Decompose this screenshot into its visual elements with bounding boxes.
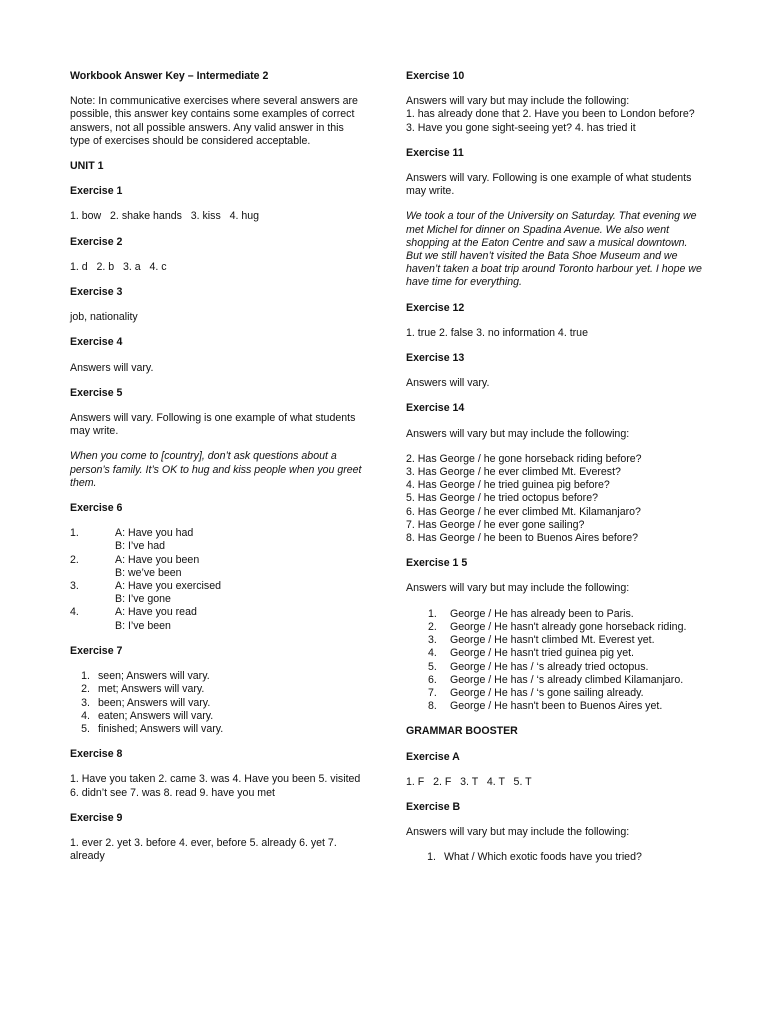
list-item: 5. Has George / he tried octopus before?	[406, 492, 598, 505]
list-item	[70, 723, 365, 736]
exercise-b-intro: Answers will vary but may include the following:	[406, 826, 630, 839]
exercise-b-list	[406, 851, 706, 864]
list-item	[70, 540, 365, 553]
list-item	[428, 621, 706, 634]
unit-heading: UNIT 1	[70, 160, 104, 173]
exercise-13-answers: Answers will vary.	[406, 377, 490, 390]
item-number: 4.	[81, 709, 90, 722]
exercise-15-list	[406, 608, 706, 714]
item-text: George / He has already been to Paris.	[450, 607, 634, 620]
exercise-5-heading: Exercise 5	[70, 386, 123, 399]
exercise-9-heading: Exercise 9	[70, 811, 123, 824]
exercise-11-answers: Answers will vary. Following is one example of what students may write.	[406, 172, 692, 198]
list-item	[70, 697, 365, 710]
item-number: 3.	[81, 696, 90, 709]
exercise-11-example: We took a tour of the University on Saturday. That evening we met Michel for dinner on Spadina Avenue. We also went shopping at the Eaton Centre and saw a musical downtown. But we still haven’t visited the Bata Shoe Museum and we haven’t taken a boat trip around Toronto harbour yet. I hope we have time for everything.	[406, 210, 702, 289]
item-text: B: I’ve been	[115, 619, 171, 632]
exercise-3-heading: Exercise 3	[70, 286, 123, 299]
item-text: George / He has / ‘s gone sailing already.	[450, 686, 644, 699]
item-text: George / He hasn't tried guinea pig yet.	[450, 647, 634, 660]
item-text: George / He has / ‘s already tried octopus.	[450, 660, 649, 673]
item-text: eaten; Answers will vary.	[98, 709, 214, 722]
list-item	[70, 593, 365, 606]
item-text: been; Answers will vary.	[98, 696, 211, 709]
exercise-10-intro: Answers will vary but may include the following:	[406, 95, 630, 108]
exercise-12-answers: 1. true 2. false 3. no information 4. true	[406, 326, 588, 339]
item-number: 2.	[70, 553, 79, 566]
left-column	[70, 70, 365, 875]
exercise-11-heading: Exercise 11	[406, 146, 464, 159]
list-item	[428, 687, 706, 700]
exercise-8-answers: 1. Have you taken 2. came 3. was 4. Have you been 5. visited 6. didn’t see 7. was 8. read 9. have you met	[70, 773, 361, 799]
list-item	[428, 608, 706, 621]
list-item	[70, 670, 365, 683]
item-number: 5.	[81, 722, 90, 735]
item-number: 7.	[428, 686, 437, 699]
intro-note: Note: In communicative exercises where several answers are possible, this answer key contains some examples of correct answers, not all possible answers. Any valid answer in this type of exercises should be considered acceptable.	[70, 95, 358, 147]
exercise-10-answers: 1. has already done that 2. Have you been to London before? 3. Have you gone sight-seeing yet? 4. has tried it	[406, 108, 695, 134]
list-item	[70, 580, 365, 593]
item-number: 4.	[70, 606, 79, 619]
exercise-4-answers: Answers will vary.	[70, 361, 154, 374]
exercise-1-answers: 1. bow 2. shake hands 3. kiss 4. hug	[70, 210, 260, 223]
item-number: 2.	[81, 683, 90, 696]
list-item: 4. Has George / he tried guinea pig before?	[406, 479, 610, 492]
exercise-10-heading: Exercise 10	[406, 70, 465, 82]
exercise-4-heading: Exercise 4	[70, 336, 123, 349]
item-text: finished; Answers will vary.	[98, 722, 224, 735]
list-item: 6. Has George / he ever climbed Mt. Kilamanjaro?	[406, 505, 641, 518]
list-item: 3. Has George / he ever climbed Mt. Everest?	[406, 466, 621, 479]
item-text: B: I’ve gone	[115, 593, 171, 606]
list-item	[70, 710, 365, 723]
exercise-12-heading: Exercise 12	[406, 301, 465, 314]
item-text: met; Answers will vary.	[98, 683, 205, 696]
exercise-7-heading: Exercise 7	[70, 644, 123, 657]
exercise-6-heading: Exercise 6	[70, 502, 123, 515]
item-number: 1.	[70, 527, 79, 540]
exercise-7-list	[70, 670, 365, 736]
list-item: 7. Has George / he ever gone sailing?	[406, 518, 585, 531]
item-text: B: I’ve had	[115, 540, 166, 553]
exercise-a-heading: Exercise A	[406, 750, 460, 763]
list-item: 2. Has George / he gone horseback riding before?	[406, 452, 642, 465]
right-column	[406, 70, 706, 877]
list-item	[428, 647, 706, 660]
item-number: 4.	[428, 647, 437, 660]
list-item	[416, 851, 706, 864]
exercise-2-heading: Exercise 2	[70, 235, 123, 248]
list-item	[428, 661, 706, 674]
list-item	[70, 554, 365, 567]
list-item: 8. Has George / he been to Buenos Aires before?	[406, 532, 639, 545]
exercise-b-heading: Exercise B	[406, 800, 461, 813]
item-text: George / He hasn't climbed Mt. Everest yet.	[450, 634, 655, 647]
item-text: What / Which exotic foods have you tried?	[444, 851, 642, 864]
item-number: 6.	[428, 673, 437, 686]
exercise-3-answers: job, nationality	[70, 311, 138, 324]
list-item	[428, 674, 706, 687]
item-number: 3.	[428, 634, 437, 647]
exercise-14-intro: Answers will vary but may include the following:	[406, 427, 630, 440]
exercise-1-heading: Exercise 1	[70, 185, 123, 198]
item-number: 3.	[70, 580, 79, 593]
item-number: 1.	[81, 670, 90, 683]
document-title: Workbook Answer Key – Intermediate 2	[70, 70, 269, 82]
list-item	[70, 527, 365, 540]
item-number: 1.	[427, 851, 436, 864]
item-text: A: Have you read	[115, 606, 197, 619]
exercise-8-heading: Exercise 8	[70, 748, 123, 761]
item-text: A: Have you been	[115, 553, 200, 566]
exercise-6-list	[70, 527, 365, 633]
item-text: George / He hasn't been to Buenos Aires yet.	[450, 700, 663, 713]
exercise-5-answers: Answers will vary. Following is one example of what students may write.	[70, 412, 356, 438]
exercise-9-answers: 1. ever 2. yet 3. before 4. ever, before 5. already 6. yet 7. already	[70, 836, 337, 863]
item-text: B: we’ve been	[115, 566, 182, 579]
item-text: A: Have you had	[115, 527, 194, 540]
exercise-a-answers: 1. F 2. F 3. T 4. T 5. T	[406, 775, 532, 788]
list-item	[70, 567, 365, 580]
list-item	[70, 606, 365, 619]
list-item	[428, 634, 706, 647]
item-text: A: Have you exercised	[115, 580, 221, 593]
item-text: George / He has / ‘s already climbed Kilamanjaro.	[450, 673, 684, 686]
item-number: 2.	[428, 620, 437, 633]
item-text: seen; Answers will vary.	[98, 670, 210, 683]
list-item	[70, 683, 365, 696]
grammar-booster-heading: GRAMMAR BOOSTER	[406, 725, 518, 738]
exercise-5-example: When you come to [country], don’t ask questions about a person’s family. It’s OK to hug and kiss people when you greet them.	[70, 450, 362, 489]
item-number: 5.	[428, 660, 437, 673]
exercise-2-answers: 1. d 2. b 3. a 4. c	[70, 260, 167, 273]
item-text: George / He hasn't already gone horseback riding.	[450, 620, 687, 633]
exercise-13-heading: Exercise 13	[406, 352, 465, 365]
exercise-15-heading: Exercise 1 5	[406, 557, 468, 570]
list-item	[428, 700, 706, 713]
exercise-14-heading: Exercise 14	[406, 402, 465, 415]
exercise-15-intro: Answers will vary but may include the following:	[406, 582, 630, 595]
exercise-14-list	[406, 453, 706, 545]
list-item	[70, 620, 365, 633]
item-number: 1.	[428, 607, 437, 620]
item-number: 8.	[428, 700, 437, 713]
